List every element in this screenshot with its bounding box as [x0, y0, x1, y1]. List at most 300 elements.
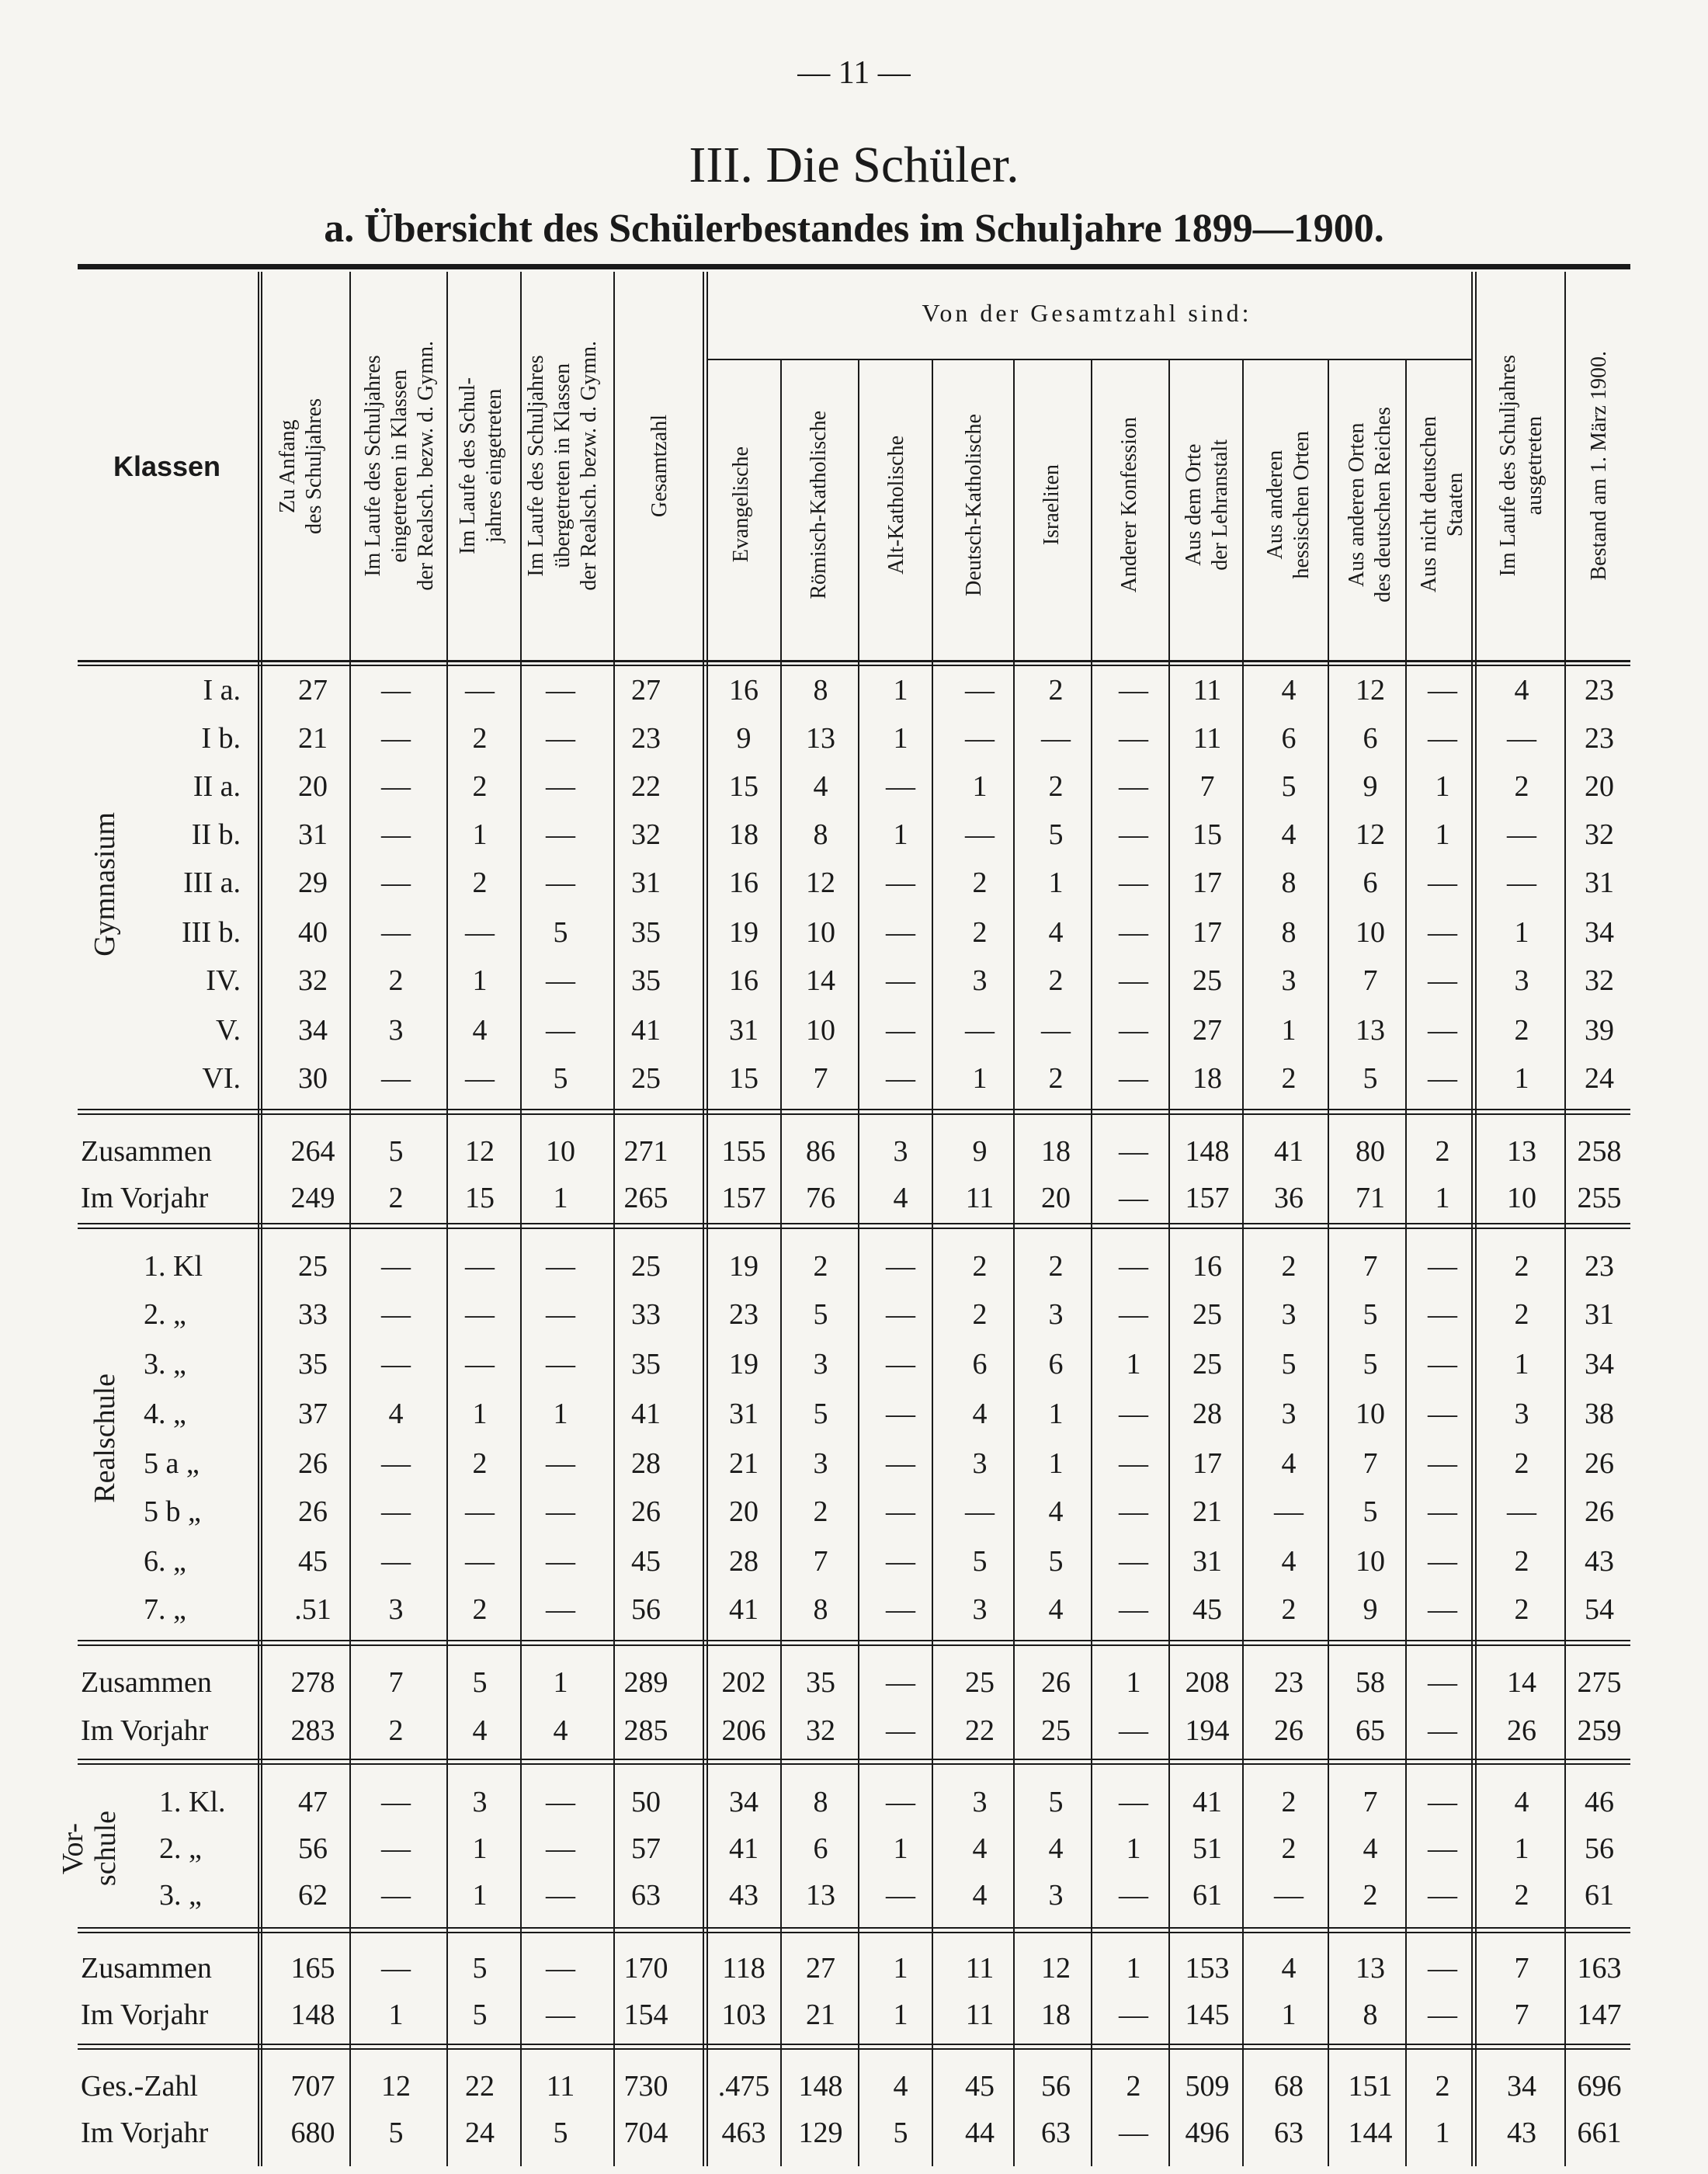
cell-col-1: 148	[290, 1999, 335, 2031]
cell-col-17: 54	[1585, 1593, 1614, 1626]
cell-col-16: 14	[1507, 1666, 1536, 1699]
cell-col-15: 2	[1435, 2070, 1450, 2103]
cell-col-5: 45	[631, 1545, 661, 1578]
horizontal-rule	[78, 1927, 1630, 1929]
cell-col-16: 2	[1514, 1879, 1529, 1912]
cell-col-11: —	[1119, 1593, 1148, 1626]
cell-col-9: 1	[972, 770, 988, 803]
cell-col-10: 20	[1041, 1182, 1071, 1214]
cell-col-3: —	[465, 916, 495, 949]
cell-col-2: 2	[388, 1714, 404, 1747]
row-label: 2. „	[159, 1832, 202, 1865]
cell-col-5: 32	[631, 818, 661, 851]
cell-col-4: —	[546, 1952, 575, 1985]
cell-col-7: 7	[813, 1545, 828, 1578]
cell-col-10: 1	[1048, 866, 1064, 899]
cell-col-5: 23	[631, 722, 661, 755]
cell-col-15: —	[1428, 1786, 1457, 1818]
column-header-text: Anderer Konfession	[1117, 416, 1141, 593]
column-header-2	[353, 287, 446, 644]
cell-col-2: 3	[388, 1593, 404, 1626]
cell-col-8: —	[886, 1447, 915, 1480]
column-header-10	[1009, 365, 1095, 644]
table-row-r7	[0, 1537, 1708, 1585]
cell-col-8: —	[886, 1398, 915, 1430]
cell-col-14: 4	[1363, 1832, 1378, 1865]
cell-col-16: 2	[1514, 1250, 1529, 1283]
cell-col-13: 1	[1281, 1999, 1297, 2031]
cell-col-17: 23	[1585, 674, 1614, 707]
cell-col-6: 157	[721, 1182, 766, 1214]
cell-col-12: 27	[1192, 1014, 1222, 1047]
cell-col-2: —	[381, 722, 411, 755]
cell-col-11: —	[1119, 1879, 1148, 1912]
table-title: a. Übersicht des Schülerbestandes im Schuljahre 1899—1900.	[324, 207, 1384, 251]
cell-col-13: 68	[1274, 2070, 1304, 2103]
cell-col-11: —	[1119, 1398, 1148, 1430]
row-label: IV.	[206, 964, 241, 997]
cell-col-13: 2	[1281, 1593, 1297, 1626]
cell-col-6: 28	[729, 1545, 759, 1578]
table-row-vz	[0, 1944, 1708, 1992]
cell-col-13: 5	[1281, 1348, 1297, 1380]
cell-col-16: 4	[1514, 1786, 1529, 1818]
cell-col-12: 41	[1192, 1786, 1222, 1818]
horizontal-rule	[78, 2048, 1630, 2050]
cell-col-3: 22	[465, 2070, 495, 2103]
cell-col-4: 4	[553, 1714, 568, 1747]
cell-col-16: 2	[1514, 770, 1529, 803]
column-header-1	[259, 287, 344, 644]
cell-col-9: 3	[972, 964, 988, 997]
table-row-v3	[0, 1871, 1708, 1919]
cell-col-16: 2	[1514, 1545, 1529, 1578]
cell-col-14: 6	[1363, 866, 1378, 899]
column-header-text: Aus anderen hessischen Orten	[1263, 430, 1314, 579]
cell-col-6: 118	[722, 1952, 765, 1985]
row-label: 4. „	[144, 1398, 186, 1430]
cell-col-17: 34	[1585, 1348, 1614, 1380]
cell-col-14: 10	[1356, 1545, 1385, 1578]
cell-col-1: 56	[298, 1832, 328, 1865]
cell-col-11: —	[1119, 674, 1148, 707]
cell-col-16: 2	[1514, 1593, 1529, 1626]
cell-col-6: 43	[729, 1879, 759, 1912]
cell-col-17: 26	[1585, 1495, 1614, 1528]
cell-col-16: 7	[1514, 1952, 1529, 1985]
cell-col-14: 12	[1356, 818, 1385, 851]
cell-col-15: —	[1428, 1014, 1457, 1047]
cell-col-17: 275	[1577, 1666, 1622, 1699]
cell-col-10: 5	[1048, 1545, 1064, 1578]
cell-col-14: 7	[1363, 964, 1378, 997]
cell-col-4: —	[546, 1250, 575, 1283]
cell-col-15: 2	[1435, 1135, 1450, 1168]
cell-col-2: —	[381, 1447, 411, 1480]
cell-col-17: 61	[1585, 1879, 1614, 1912]
cell-col-13: 4	[1281, 818, 1297, 851]
column-header-text: Römisch-Katholische	[807, 410, 831, 599]
cell-col-16: 2	[1514, 1298, 1529, 1331]
horizontal-rule	[78, 1763, 1630, 1765]
table-row-g7	[0, 957, 1708, 1005]
cell-col-9: 2	[972, 916, 988, 949]
cell-col-15: —	[1428, 1593, 1457, 1626]
cell-col-4: —	[546, 1786, 575, 1818]
section-title: III. Die Schüler.	[689, 137, 1019, 193]
cell-col-8: 1	[893, 1999, 908, 2031]
cell-col-1: 264	[290, 1135, 335, 1168]
cell-col-15: —	[1428, 1250, 1457, 1283]
cell-col-14: 13	[1356, 1952, 1385, 1985]
column-header-7	[776, 365, 862, 644]
cell-col-16: 1	[1514, 1832, 1529, 1865]
cell-col-4: —	[546, 1545, 575, 1578]
cell-col-8: —	[886, 1545, 915, 1578]
cell-col-17: 23	[1585, 1250, 1614, 1283]
cell-col-11: —	[1119, 1135, 1148, 1168]
cell-col-2: —	[381, 916, 411, 949]
cell-col-2: —	[381, 1062, 411, 1095]
cell-col-12: 51	[1192, 1832, 1222, 1865]
cell-col-6: 20	[729, 1495, 759, 1528]
cell-col-13: 4	[1281, 1447, 1297, 1480]
cell-col-15: —	[1428, 1348, 1457, 1380]
cell-col-9: 11	[965, 1999, 995, 2031]
cell-col-8: —	[886, 964, 915, 997]
section-label-text: Gymnasium	[89, 812, 121, 957]
cell-col-13: 8	[1281, 866, 1297, 899]
cell-col-3: 5	[472, 1999, 488, 2031]
cell-col-15: —	[1428, 1714, 1457, 1747]
row-label: 5 a „	[144, 1447, 200, 1480]
cell-col-14: 2	[1363, 1879, 1378, 1912]
cell-col-3: 5	[472, 1952, 488, 1985]
cell-col-11: 1	[1126, 1666, 1141, 1699]
table-row-g6	[0, 908, 1708, 957]
cell-col-6: 31	[729, 1014, 759, 1047]
cell-col-9: 45	[965, 2070, 995, 2103]
cell-col-5: 57	[631, 1832, 661, 1865]
cell-col-6: 16	[729, 964, 759, 997]
cell-col-10: —	[1041, 1014, 1071, 1047]
cell-col-10: 2	[1048, 1062, 1064, 1095]
cell-col-16: —	[1507, 1495, 1536, 1528]
cell-col-16: 1	[1514, 1348, 1529, 1380]
column-header-text: Aus dem Orte der Lehranstalt	[1182, 439, 1232, 571]
cell-col-11: 2	[1126, 2070, 1141, 2103]
cell-col-9: 3	[972, 1786, 988, 1818]
cell-col-2: 2	[388, 964, 404, 997]
cell-col-12: 157	[1185, 1182, 1230, 1214]
cell-col-9: 2	[972, 866, 988, 899]
cell-col-10: —	[1041, 722, 1071, 755]
cell-col-17: 259	[1577, 1714, 1622, 1747]
cell-col-2: —	[381, 1495, 411, 1528]
cell-col-3: —	[465, 674, 495, 707]
cell-col-12: 496	[1185, 2117, 1230, 2149]
cell-col-2: —	[381, 1879, 411, 1912]
cell-col-7: 10	[806, 916, 835, 949]
cell-col-13: 2	[1281, 1832, 1297, 1865]
column-header-text: Deutsch-Katholische	[962, 413, 986, 596]
cell-col-13: 2	[1281, 1062, 1297, 1095]
cell-col-8: 5	[893, 2117, 908, 2149]
cell-col-9: 4	[972, 1879, 988, 1912]
cell-col-2: 12	[381, 2070, 411, 2103]
cell-col-17: 661	[1577, 2117, 1622, 2149]
cell-col-12: 25	[1192, 964, 1222, 997]
cell-col-12: 18	[1192, 1062, 1222, 1095]
cell-col-2: —	[381, 674, 411, 707]
cell-col-11: —	[1119, 1250, 1148, 1283]
cell-col-1: 29	[298, 866, 328, 899]
cell-col-9: —	[965, 818, 995, 851]
cell-col-7: 3	[813, 1447, 828, 1480]
cell-col-6: 19	[729, 1250, 759, 1283]
column-header-text: Im Laufe des Schuljahres übergetreten in Klassen der Realsch. bezw. d. Gymn.	[524, 341, 601, 591]
cell-col-17: 39	[1585, 1014, 1614, 1047]
cell-col-15: 1	[1435, 1182, 1450, 1214]
column-header-5	[617, 287, 703, 644]
cell-col-14: 144	[1348, 2117, 1393, 2149]
row-label: 3. „	[144, 1348, 186, 1380]
cell-col-13: 2	[1281, 1786, 1297, 1818]
cell-col-14: 71	[1356, 1182, 1385, 1214]
cell-col-17: 20	[1585, 770, 1614, 803]
cell-col-5: 289	[623, 1666, 668, 1699]
cell-col-9: 4	[972, 1832, 988, 1865]
cell-col-12: 194	[1185, 1714, 1230, 1747]
cell-col-16: 26	[1507, 1714, 1536, 1747]
cell-col-7: 2	[813, 1495, 828, 1528]
table-row-tv	[0, 2109, 1708, 2157]
cell-col-14: 12	[1356, 674, 1385, 707]
row-label: II b.	[191, 818, 241, 851]
cell-col-13: 3	[1281, 1398, 1297, 1430]
cell-col-14: 8	[1363, 1999, 1378, 2031]
cell-col-11: 1	[1126, 1952, 1141, 1985]
table-row-rz	[0, 1658, 1708, 1707]
cell-col-3: 2	[472, 1447, 488, 1480]
row-label: Ges.-Zahl	[81, 2070, 198, 2103]
cell-col-6: 103	[721, 1999, 766, 2031]
cell-col-10: 18	[1041, 1999, 1071, 2031]
cell-col-3: 1	[472, 818, 488, 851]
cell-col-15: —	[1428, 1062, 1457, 1095]
cell-col-4: —	[546, 866, 575, 899]
cell-col-12: 208	[1185, 1666, 1230, 1699]
cell-col-16: —	[1507, 866, 1536, 899]
cell-col-12: 25	[1192, 1348, 1222, 1380]
cell-col-11: —	[1119, 1495, 1148, 1528]
column-header-4	[516, 287, 609, 644]
column-header-text: Im Laufe des Schul- jahres eingetreten	[456, 377, 506, 554]
column-header-text: Aus anderen Orten des deutschen Reiches	[1345, 407, 1395, 603]
cell-col-8: —	[886, 1495, 915, 1528]
cell-col-7: 6	[813, 1832, 828, 1865]
cell-col-10: 3	[1048, 1879, 1064, 1912]
cell-col-15: —	[1428, 1398, 1457, 1430]
column-header-text: Im Laufe des Schuljahres ausgetreten	[1496, 355, 1547, 577]
cell-col-13: 63	[1274, 2117, 1304, 2149]
cell-col-2: —	[381, 1250, 411, 1283]
cell-col-14: 9	[1363, 1593, 1378, 1626]
cell-col-14: 9	[1363, 770, 1378, 803]
cell-col-10: 2	[1048, 770, 1064, 803]
row-label: Im Vorjahr	[81, 1182, 209, 1214]
cell-col-7: 12	[806, 866, 835, 899]
cell-col-2: —	[381, 818, 411, 851]
cell-col-1: 34	[298, 1014, 328, 1047]
cell-col-11: —	[1119, 1447, 1148, 1480]
cell-col-16: 10	[1507, 1182, 1536, 1214]
row-label: 2. „	[144, 1298, 186, 1331]
column-header-text: Evangelische	[729, 446, 753, 563]
cell-col-14: 80	[1356, 1135, 1385, 1168]
cell-col-7: 8	[813, 1593, 828, 1626]
column-header-text: Gesamtzahl	[647, 414, 672, 518]
klassen-header: Klassen	[113, 450, 221, 482]
column-header-11	[1087, 365, 1172, 644]
cell-col-5: 31	[631, 866, 661, 899]
table-row-g4	[0, 811, 1708, 859]
table-row-r8	[0, 1585, 1708, 1634]
cell-col-9: —	[965, 674, 995, 707]
cell-col-17: 34	[1585, 916, 1614, 949]
cell-col-1: 25	[298, 1250, 328, 1283]
cell-col-15: —	[1428, 1666, 1457, 1699]
cell-col-3: 24	[465, 2117, 495, 2149]
row-label: Zusammen	[81, 1666, 212, 1699]
cell-col-5: 41	[631, 1398, 661, 1430]
cell-col-11: 1	[1126, 1348, 1141, 1380]
row-label: V.	[215, 1014, 241, 1047]
cell-col-9: 9	[972, 1135, 988, 1168]
cell-col-1: 27	[298, 674, 328, 707]
cell-col-12: 509	[1185, 2070, 1230, 2103]
cell-col-17: 255	[1577, 1182, 1622, 1214]
cell-col-3: 3	[472, 1786, 488, 1818]
cell-col-7: 4	[813, 770, 828, 803]
cell-col-3: 2	[472, 1593, 488, 1626]
cell-col-5: 27	[631, 674, 661, 707]
cell-col-7: 8	[813, 1786, 828, 1818]
table-row-g8	[0, 1006, 1708, 1054]
cell-col-9: 2	[972, 1250, 988, 1283]
table-row-g1	[0, 666, 1708, 714]
cell-col-17: 23	[1585, 722, 1614, 755]
table-row-r1	[0, 1242, 1708, 1290]
cell-col-6: 16	[729, 866, 759, 899]
cell-col-15: —	[1428, 1545, 1457, 1578]
cell-col-10: 4	[1048, 1832, 1064, 1865]
cell-col-1: 62	[298, 1879, 328, 1912]
cell-col-5: 35	[631, 964, 661, 997]
row-label: Im Vorjahr	[81, 1714, 209, 1747]
cell-col-6: 16	[729, 674, 759, 707]
table-row-r3	[0, 1340, 1708, 1388]
cell-col-2: 5	[388, 1135, 404, 1168]
cell-col-17: 163	[1577, 1952, 1622, 1985]
cell-col-8: —	[886, 1250, 915, 1283]
horizontal-rule	[78, 1932, 1630, 1933]
cell-col-8: —	[886, 1014, 915, 1047]
row-label: 7. „	[144, 1593, 186, 1626]
cell-col-2: —	[381, 1545, 411, 1578]
cell-col-9: 44	[965, 2117, 995, 2149]
cell-col-9: 11	[965, 1952, 995, 1985]
cell-col-5: 28	[631, 1447, 661, 1480]
cell-col-3: 5	[472, 1666, 488, 1699]
row-label: 5 b „	[144, 1495, 201, 1528]
cell-col-5: 265	[623, 1182, 668, 1214]
table-row-r6	[0, 1488, 1708, 1536]
cell-col-8: —	[886, 770, 915, 803]
row-label: Im Vorjahr	[81, 1999, 209, 2031]
cell-col-12: 28	[1192, 1398, 1222, 1430]
cell-col-9: —	[965, 1495, 995, 1528]
cell-col-2: —	[381, 1786, 411, 1818]
cell-col-14: 10	[1356, 1398, 1385, 1430]
cell-col-17: 696	[1577, 2070, 1622, 2103]
cell-col-17: 38	[1585, 1398, 1614, 1430]
cell-col-12: 21	[1192, 1495, 1222, 1528]
cell-col-12: 16	[1192, 1250, 1222, 1283]
cell-col-11: —	[1119, 818, 1148, 851]
cell-col-1: .51	[294, 1593, 332, 1626]
cell-col-7: 5	[813, 1398, 828, 1430]
cell-col-5: 170	[623, 1952, 668, 1985]
cell-col-17: 31	[1585, 1298, 1614, 1331]
cell-col-3: 1	[472, 1879, 488, 1912]
cell-col-13: 1	[1281, 1014, 1297, 1047]
cell-col-11: —	[1119, 770, 1148, 803]
cell-col-12: 7	[1199, 770, 1215, 803]
cell-col-6: 34	[729, 1786, 759, 1818]
cell-col-1: 32	[298, 964, 328, 997]
cell-col-10: 2	[1048, 964, 1064, 997]
row-label: Zusammen	[81, 1952, 212, 1985]
cell-col-8: —	[886, 1593, 915, 1626]
row-label: II a.	[193, 770, 241, 803]
cell-col-2: 2	[388, 1182, 404, 1214]
row-label: 6. „	[144, 1545, 186, 1578]
cell-col-1: 35	[298, 1348, 328, 1380]
cell-col-9: 3	[972, 1593, 988, 1626]
cell-col-14: 7	[1363, 1447, 1378, 1480]
cell-col-15: —	[1428, 866, 1457, 899]
cell-col-9: —	[965, 722, 995, 755]
cell-col-6: 19	[729, 916, 759, 949]
cell-col-7: 21	[806, 1999, 835, 2031]
cell-col-10: 12	[1041, 1952, 1071, 1985]
cell-col-15: —	[1428, 1879, 1457, 1912]
cell-col-12: 17	[1192, 866, 1222, 899]
cell-col-7: 27	[806, 1952, 835, 1985]
cell-col-13: 2	[1281, 1250, 1297, 1283]
cell-col-10: 56	[1041, 2070, 1071, 2103]
cell-col-15: 1	[1435, 770, 1450, 803]
cell-col-11: —	[1119, 1182, 1148, 1214]
cell-col-12: 25	[1192, 1298, 1222, 1331]
cell-col-4: —	[546, 1879, 575, 1912]
section-label-text: Vor- schule	[57, 1811, 122, 1887]
cell-col-17: 56	[1585, 1832, 1614, 1865]
cell-col-16: 13	[1507, 1135, 1536, 1168]
cell-col-9: 1	[972, 1062, 988, 1095]
cell-col-12: 148	[1185, 1135, 1230, 1168]
